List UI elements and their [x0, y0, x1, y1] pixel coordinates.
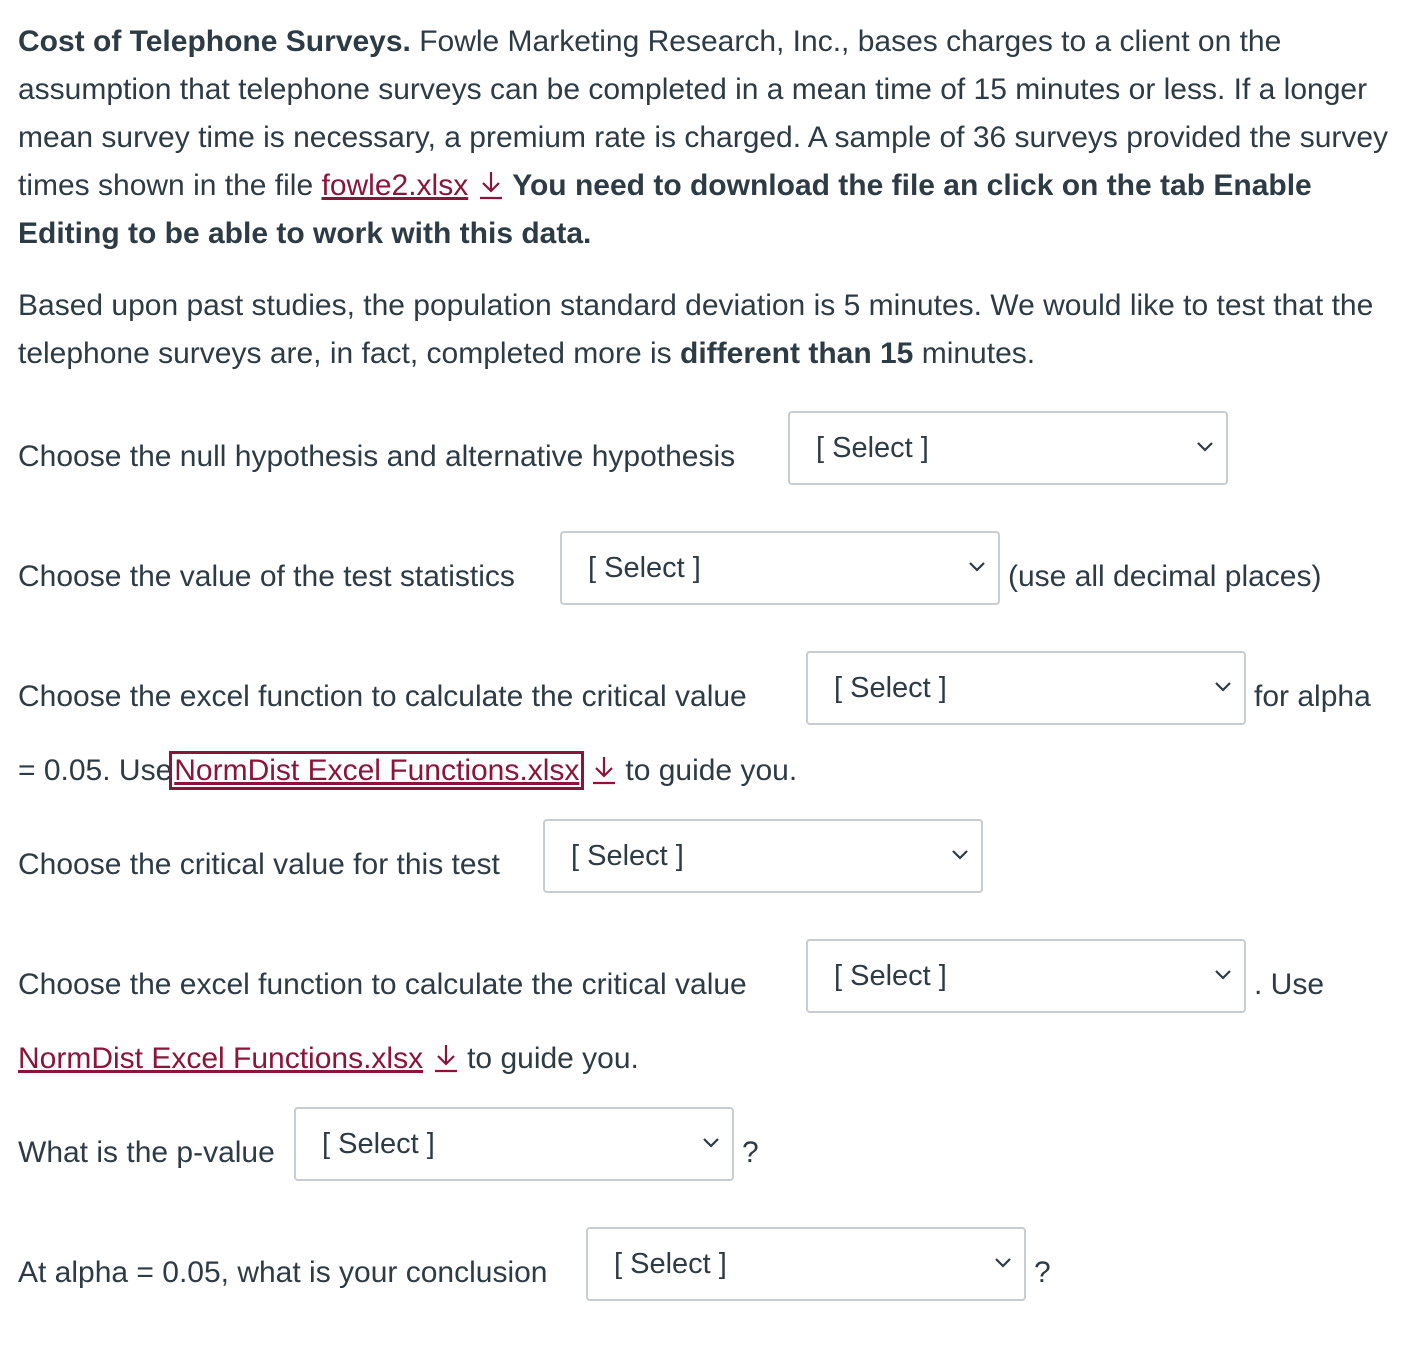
conclusion-select[interactable]: [ Select ]: [586, 1227, 1026, 1301]
question-row-conclusion: [18, 1227, 1394, 1347]
critical-function-select-2[interactable]: [ Select ]: [806, 939, 1246, 1013]
question-title: Cost of Telephone Surveys.: [18, 25, 411, 58]
alpha-text: for alpha: [1254, 680, 1371, 713]
normdist-link-2[interactable]: NormDist Excel Functions.xlsx: [18, 1042, 424, 1075]
chevron-down-icon: [1214, 681, 1232, 693]
question-label: Choose the excel function to calculate the critical value: [18, 680, 747, 713]
question-label: Choose the critical value for this test: [18, 848, 500, 881]
critical-value-select[interactable]: [ Select ]: [543, 819, 983, 893]
download-icon[interactable]: [589, 754, 619, 786]
context-paragraph: Based upon past studies, the population standard deviation is 5 minutes. We would like to test that the telephone surveys are, in fact, completed more is different than 15 minutes.: [18, 289, 1374, 370]
question-mark: ?: [1034, 1256, 1051, 1289]
p-value-select[interactable]: [ Select ]: [294, 1107, 734, 1181]
use-text: . Use: [1254, 968, 1325, 1001]
chevron-down-icon: [702, 1137, 720, 1149]
hypothesis-select[interactable]: [ Select ]: [788, 411, 1228, 485]
normdist-link-1[interactable]: NormDist Excel Functions.xlsx: [174, 754, 580, 787]
question-row-critical-function-2: [18, 939, 1394, 1035]
question-continuation: = 0.05. UseNormDist Excel Functions.xlsx to guide you.: [18, 754, 798, 787]
chevron-down-icon: [1214, 969, 1232, 981]
intro-paragraph: Cost of Telephone Surveys. Fowle Marketing Research, Inc., bases charges to a client on the assumption that telephone surveys can be completed in a mean time of 15 minutes or less. If a longer mean survey time is necessary, a premium rate is charged. A sample of 36 surveys provided the survey times shown in the file fowle2.xlsx You need to download the file an click on the tab Enable Editing to be able to work with this data.: [18, 25, 1389, 250]
question-row-hypothesis: [18, 411, 1394, 531]
question-row-critical-function-1: [18, 651, 1394, 747]
question-label: What is the p-value: [18, 1136, 275, 1169]
question-label: Choose the null hypothesis and alternative hypothesis: [18, 440, 736, 473]
question-label: Choose the value of the test statistics: [18, 560, 515, 593]
chevron-down-icon: [994, 1257, 1012, 1269]
file-link-fowle2[interactable]: fowle2.xlsx: [321, 169, 469, 202]
question-mark: ?: [742, 1136, 759, 1169]
download-icon[interactable]: [431, 1042, 461, 1074]
chevron-down-icon: [951, 849, 969, 861]
chevron-down-icon: [1196, 441, 1214, 453]
download-note: You need to download the file an click on the tab Enable Editing to be able to work with this data.: [18, 169, 1312, 250]
question-row-critical-value: [18, 819, 1394, 939]
question-continuation: NormDist Excel Functions.xlsx to guide you.: [18, 1042, 639, 1075]
question-row-p-value: [18, 1107, 1394, 1227]
question-row-test-statistic: [18, 531, 1394, 651]
chevron-down-icon: [968, 561, 986, 573]
decimal-note: (use all decimal places): [1008, 560, 1322, 593]
test-statistic-select[interactable]: [ Select ]: [560, 531, 1000, 605]
question-label: Choose the excel function to calculate the critical value: [18, 968, 747, 1001]
download-icon[interactable]: [476, 169, 506, 201]
critical-function-select-1[interactable]: [ Select ]: [806, 651, 1246, 725]
question-label: At alpha = 0.05, what is your conclusion: [18, 1256, 548, 1289]
